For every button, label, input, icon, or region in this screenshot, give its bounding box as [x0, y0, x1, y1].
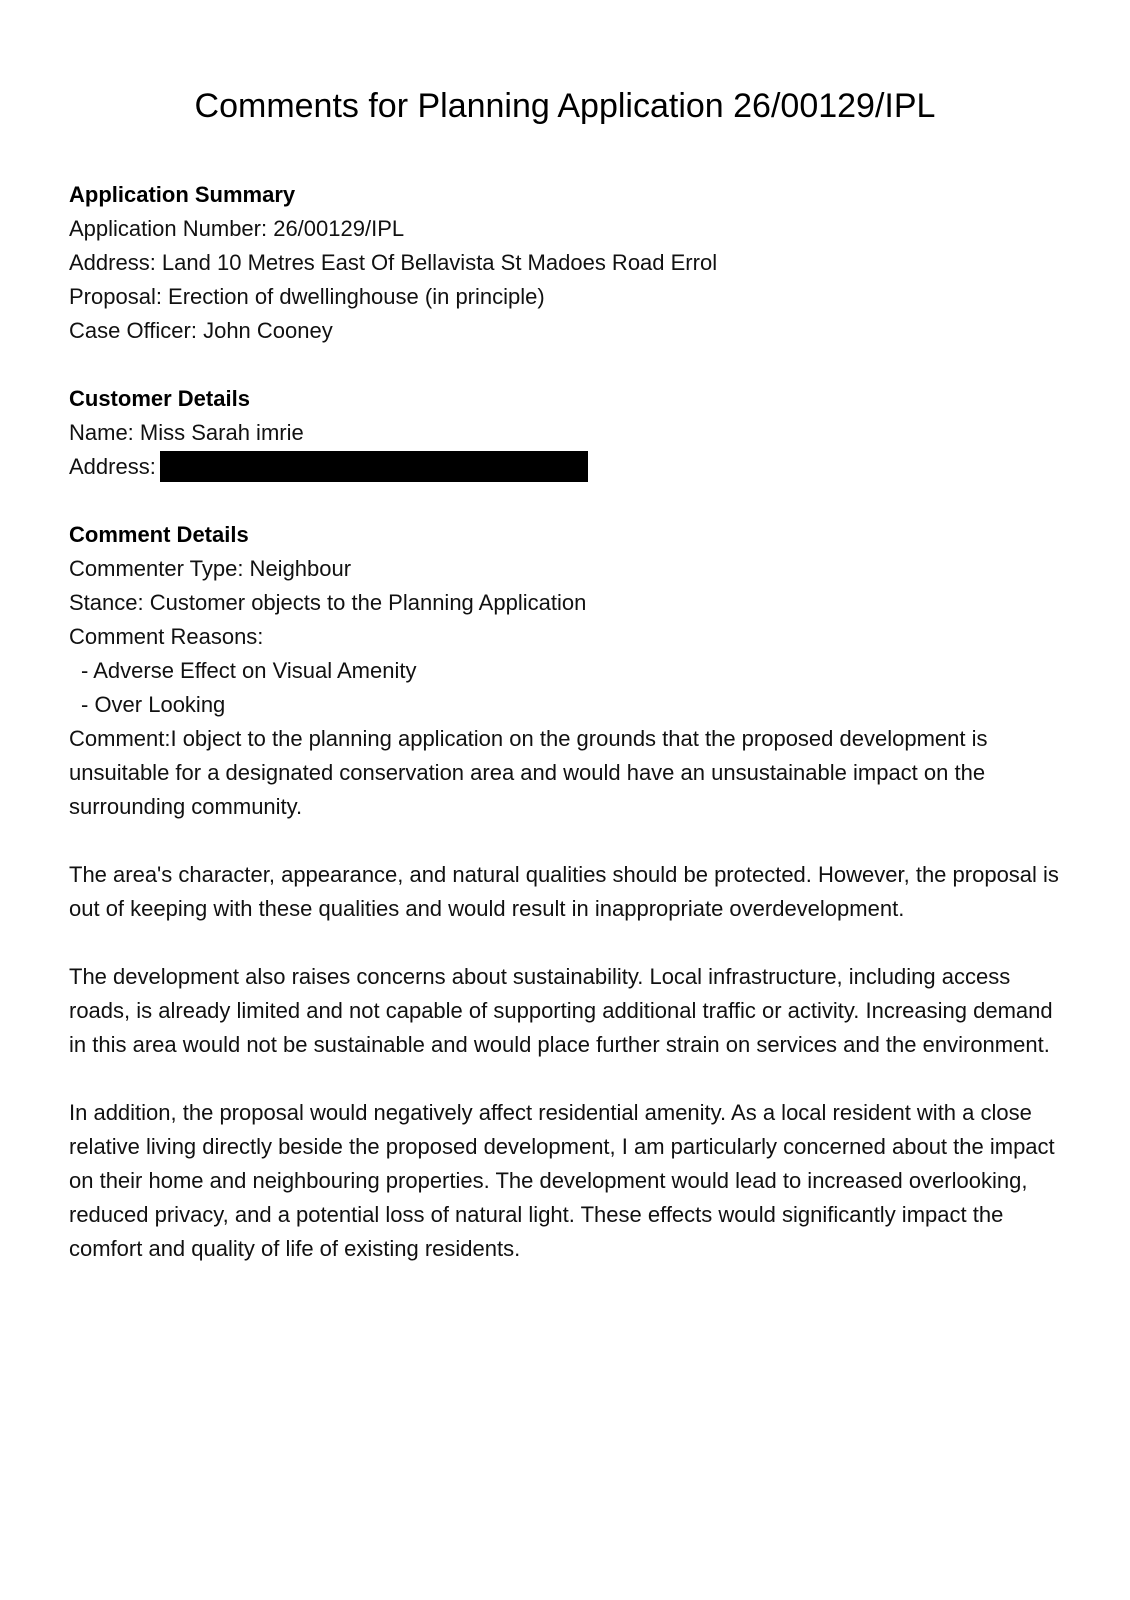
page-title: Comments for Planning Application 26/00129/IPL [194, 87, 936, 125]
customer-name: Name: Miss Sarah imrie [69, 420, 304, 445]
comment-reason-item: - Over Looking [81, 692, 226, 717]
case-officer: Case Officer: John Cooney [69, 318, 333, 343]
paragraph-spacer [69, 1062, 1069, 1096]
application-proposal: Proposal: Erection of dwellinghouse (in principle) [69, 284, 545, 309]
customer-address [69, 450, 1069, 484]
section-spacer [69, 348, 1069, 382]
comment-paragraph: Comment:I object to the planning application on the grounds that the proposed development is unsuitable for a designated conservation area and would have an unsustainable impact on the surrounding community. [69, 726, 988, 819]
comment-reason-item: - Adverse Effect on Visual Amenity [81, 658, 417, 683]
redaction-block [160, 451, 588, 482]
document-body [69, 178, 1069, 1266]
customer-address-label: Address: [69, 454, 156, 479]
customer-details-section [69, 382, 1069, 484]
comment-paragraph: The development also raises concerns about sustainability. Local infrastructure, including access roads, is already limited and not capable of supporting additional traffic or activity. Increasing demand in this area would not be sustainable and would place further strain on services and the environment. [69, 964, 1053, 1057]
commenter-type: Commenter Type: Neighbour [69, 556, 352, 581]
comment-details-heading: Comment Details [69, 522, 249, 547]
application-number: Application Number: 26/00129/IPL [69, 216, 405, 241]
application-address: Address: Land 10 Metres East Of Bellavista St Madoes Road Errol [69, 250, 718, 275]
customer-details-heading: Customer Details [69, 386, 250, 411]
comment-paragraph: In addition, the proposal would negatively affect residential amenity. As a local resident with a close relative living directly beside the proposed development, I am particularly concerned about the impact on their home and neighbouring properties. The development would lead to increased overlooking, reduced privacy, and a potential loss of natural light. These effects would significantly impact the comfort and quality of life of existing residents. [69, 1100, 1055, 1261]
application-summary-heading: Application Summary [69, 182, 296, 207]
application-summary-section [69, 178, 1069, 348]
comment-paragraph: The area's character, appearance, and natural qualities should be protected. However, the proposal is out of keeping with these qualities and would result in inappropriate overdevelopment. [69, 862, 1059, 921]
section-spacer [69, 484, 1069, 518]
paragraph-spacer [69, 926, 1069, 960]
paragraph-spacer [69, 824, 1069, 858]
comment-details-section [69, 518, 1069, 1266]
stance: Stance: Customer objects to the Planning Application [69, 590, 587, 615]
comment-reasons-label: Comment Reasons: [69, 624, 264, 649]
